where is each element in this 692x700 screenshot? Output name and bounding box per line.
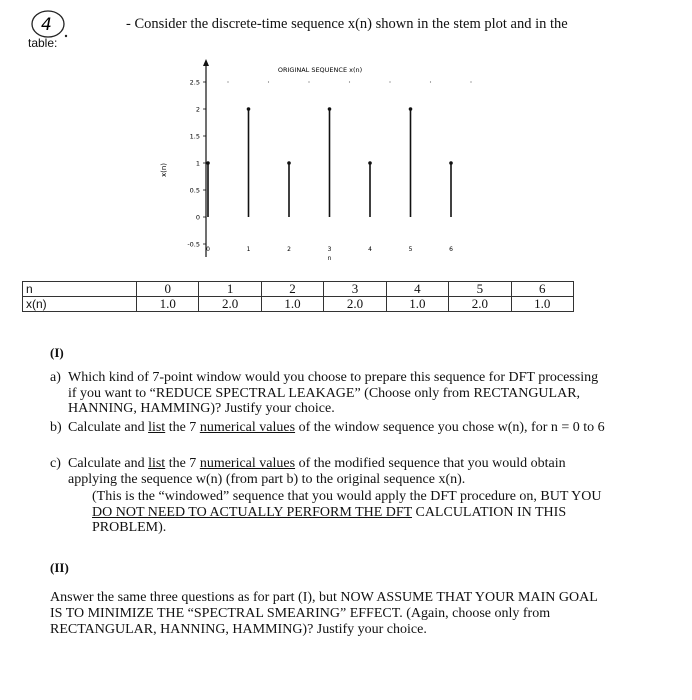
grid-dot xyxy=(227,81,228,82)
table-cell: 1.0 xyxy=(261,297,323,312)
part-1-heading: (I) xyxy=(50,345,64,360)
table-cell: 2.0 xyxy=(199,297,261,312)
table-cell: 0 xyxy=(137,282,199,297)
intro-text: - Consider the discrete-time sequence x(n) shown in the stem plot and in the xyxy=(126,16,568,32)
table-cell: 2.0 xyxy=(449,297,511,312)
table-row-n xyxy=(23,282,574,297)
underlined-text: numerical values xyxy=(199,456,296,471)
stem-marker xyxy=(328,107,332,111)
x-tick-label: 3 xyxy=(327,246,332,253)
underlined-text: numerical values xyxy=(199,420,296,435)
underlined-text: list xyxy=(148,456,166,471)
stem-plot xyxy=(150,52,490,267)
note-text: (This is the “windowed” sequence that you would apply the DFT procedure on, BUT YOU xyxy=(92,489,602,504)
table-cell: 2.0 xyxy=(324,297,386,312)
table-label: table: xyxy=(28,36,58,50)
question-b-text: the 7 xyxy=(165,420,200,435)
grid-dot xyxy=(430,81,431,82)
question-b-text: Calculate and xyxy=(68,420,149,435)
y-tick-label: -0.5 xyxy=(187,240,200,249)
x-tick-label: 1 xyxy=(246,246,251,253)
chart-title: ORIGINAL SEQUENCE x(n) xyxy=(277,66,363,74)
question-b xyxy=(50,420,610,436)
part-2-heading: (II) xyxy=(50,560,69,575)
question-b-text: of the window sequence you chose w(n), for n = 0 to 6 xyxy=(295,420,605,435)
table-cell: 6 xyxy=(511,282,573,297)
table-cell: 1.0 xyxy=(511,297,573,312)
stem-marker xyxy=(368,161,372,165)
table-cell: 1.0 xyxy=(137,297,199,312)
x-tick-label: 2 xyxy=(287,246,291,253)
underlined-text: list xyxy=(148,420,166,435)
y-tick-label: 1.5 xyxy=(189,132,200,141)
note-text: CALCULATION IN THIS PROBLEM). xyxy=(92,504,567,535)
question-a-text: Which kind of 7-point window would you choose to prepare this sequence for DFT processing if you want to “REDUCE SPECTRAL LEAKAGE” (Choose only from RECTANGULAR, HANNING, HAMMING)? Justify your choice. xyxy=(68,370,599,416)
stem-marker xyxy=(287,161,291,165)
question-c-text: of the modified sequence that you would obtain applying the sequence w(n) (from part b) to the original sequence x(n). xyxy=(68,456,566,487)
question-a-label: a) xyxy=(50,370,61,385)
grid-dot xyxy=(470,81,471,82)
x-tick-label: 4 xyxy=(368,246,372,253)
table-cell: 2 xyxy=(261,282,323,297)
question-c-label: c) xyxy=(50,456,61,471)
table-cell: 3 xyxy=(324,282,386,297)
grid-dot xyxy=(389,81,390,82)
question-c-text: the 7 xyxy=(165,456,200,471)
question-b-label: b) xyxy=(50,420,62,435)
table-cell: 1 xyxy=(199,282,261,297)
sequence-table xyxy=(22,281,574,312)
grid-dot xyxy=(268,81,269,82)
question-c xyxy=(50,456,610,487)
table-cell: 4 xyxy=(386,282,448,297)
grid-dot xyxy=(349,81,350,82)
table-row-xn xyxy=(23,297,574,312)
y-tick-label: 1 xyxy=(195,159,200,168)
x-axis-label: n xyxy=(327,255,332,262)
y-tick-label: 0 xyxy=(195,213,200,222)
stem-marker xyxy=(247,107,251,111)
y-tick-label: 2 xyxy=(195,105,200,114)
row-label-n: n xyxy=(23,282,137,297)
windowed-note xyxy=(92,489,612,536)
part-2-text: Answer the same three questions as for part (I), but NOW ASSUME THAT YOUR MAIN GOAL IS TO MINIMIZE THE “SPECTRAL SMEARING” EFFECT. (Again, choose only from RECTANGULAR, HANNING, HAMMING)? Justify your choice. xyxy=(50,590,598,637)
stem-marker xyxy=(449,161,453,165)
underlined-text: DO NOT NEED TO ACTUALLY PERFORM THE DFT xyxy=(92,504,412,520)
x-tick-label: 0 xyxy=(206,246,210,253)
stem-marker xyxy=(206,161,210,165)
stem-marker xyxy=(409,107,413,111)
x-tick-label: 5 xyxy=(408,246,413,253)
row-label-xn: x(n) xyxy=(23,297,137,312)
question-c-text: Calculate and xyxy=(68,456,149,471)
grid-dot xyxy=(308,81,309,82)
table-cell: 1.0 xyxy=(386,297,448,312)
y-axis-arrow xyxy=(203,59,209,66)
x-tick-label: 6 xyxy=(449,246,453,253)
y-axis-label: x(n) xyxy=(160,162,168,177)
question-a xyxy=(50,370,610,417)
table-cell: 5 xyxy=(449,282,511,297)
y-tick-label: 2.5 xyxy=(189,78,200,87)
y-tick-label: 0.5 xyxy=(189,186,200,195)
question-number: 4 xyxy=(41,15,52,35)
